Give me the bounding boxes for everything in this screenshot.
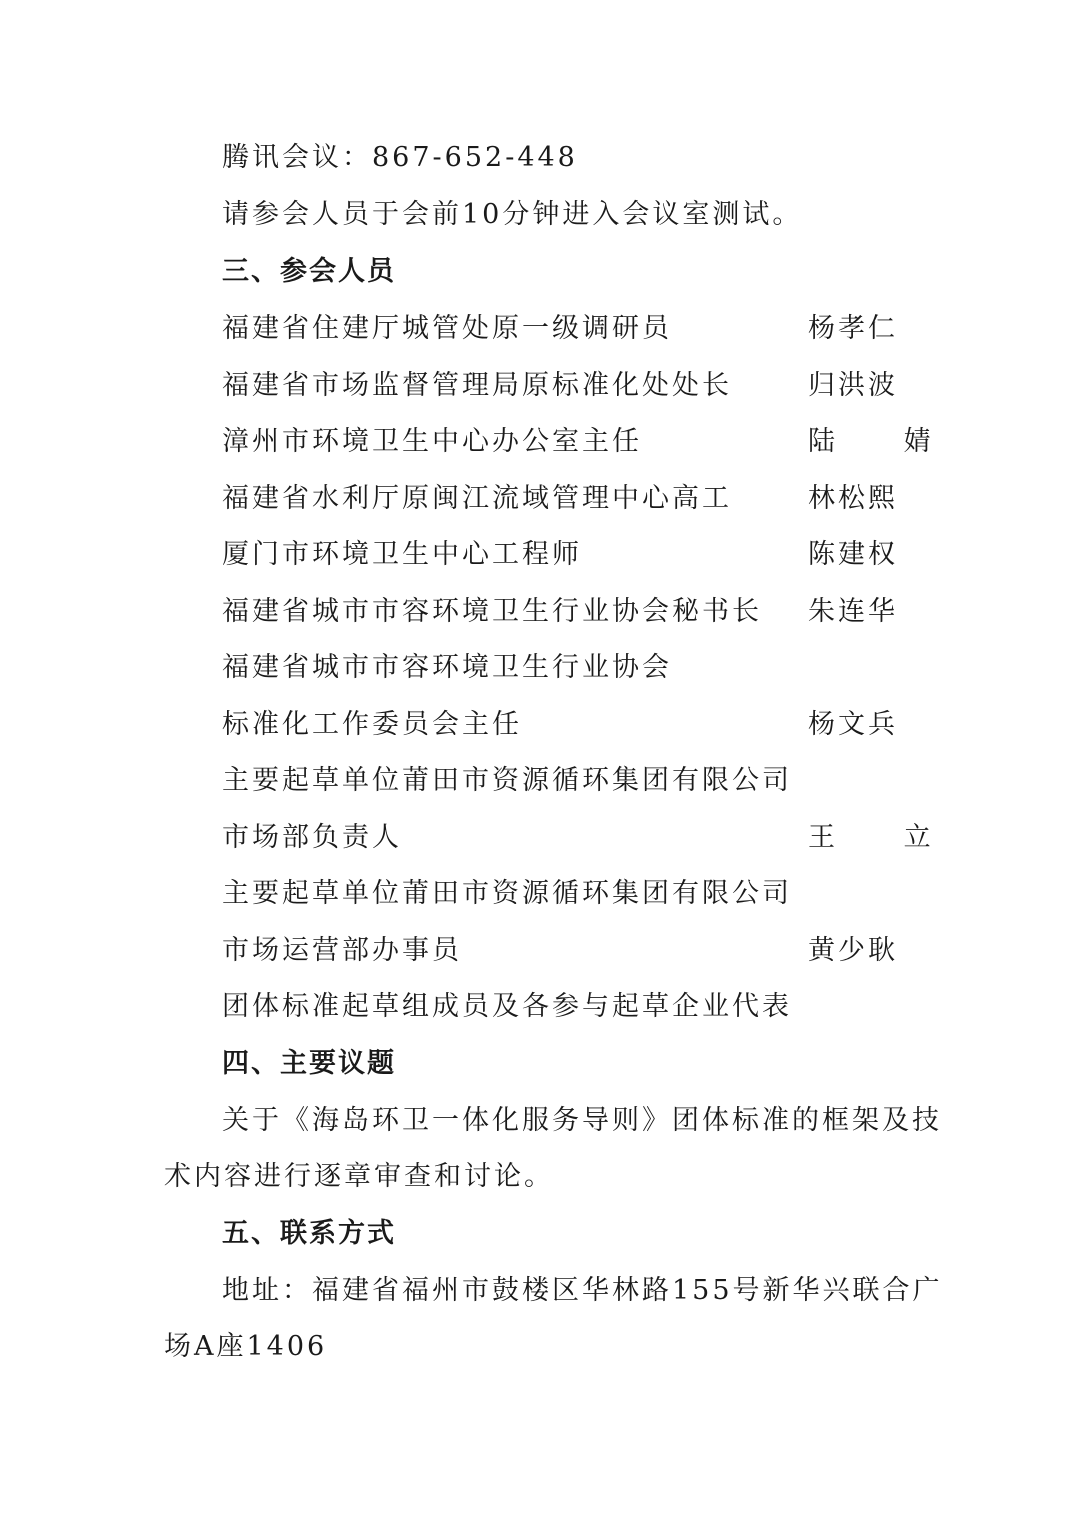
participant-title: 厦门市环境卫生中心工程师 [222,539,582,570]
address-line1: 地址：福建省福州市鼓楼区华林路155号新华兴联合广 [222,1275,943,1306]
section-heading-contact: 五、联系方式 [222,1218,396,1249]
participant-title: 福建省住建厅城管处原一级调研员 [222,313,672,344]
section-heading-topics: 四、主要议题 [222,1048,396,1079]
participant-title-line2: 市场运营部办事员 [222,935,462,966]
participant-name: 归洪波 [808,370,898,401]
participant-name: 杨孝仁 [808,313,898,344]
topics-paragraph-line1: 关于《海岛环卫一体化服务导则》团体标准的框架及技 [222,1105,942,1136]
participant-title-line1: 主要起草单位莆田市资源循环集团有限公司 [222,878,792,909]
tencent-meeting-line: 腾讯会议：867-652-448 [222,142,578,173]
address-line2: 场A座1406 [164,1331,328,1362]
participant-title: 福建省市场监督管理局原标准化处处长 [222,370,732,401]
section-heading-participants: 三、参会人员 [222,256,396,287]
participant-name: 王 立 [808,822,961,853]
participant-name: 朱连华 [808,596,898,627]
participant-name: 黄少耿 [808,935,898,966]
participant-name: 杨文兵 [808,709,898,740]
participant-title: 漳州市环境卫生中心办公室主任 [222,426,642,457]
participant-title-line1: 福建省城市市容环境卫生行业协会 [222,652,672,683]
notice-line: 请参会人员于会前10分钟进入会议室测试。 [222,199,803,230]
topics-paragraph-line2: 术内容进行逐章审查和讨论。 [164,1161,554,1192]
participant-title-line2: 市场部负责人 [222,822,402,853]
participant-title: 福建省水利厅原闽江流域管理中心高工 [222,483,732,514]
participant-name: 陆 婧 [808,426,961,457]
participant-title-line1: 主要起草单位莆田市资源循环集团有限公司 [222,765,792,796]
participants-closing-line: 团体标准起草组成员及各参与起草企业代表 [222,991,792,1022]
participant-name: 陈建权 [808,539,898,570]
participant-title: 福建省城市市容环境卫生行业协会秘书长 [222,596,762,627]
participant-name: 林松熙 [808,483,898,514]
participant-title-line2: 标准化工作委员会主任 [222,709,522,740]
